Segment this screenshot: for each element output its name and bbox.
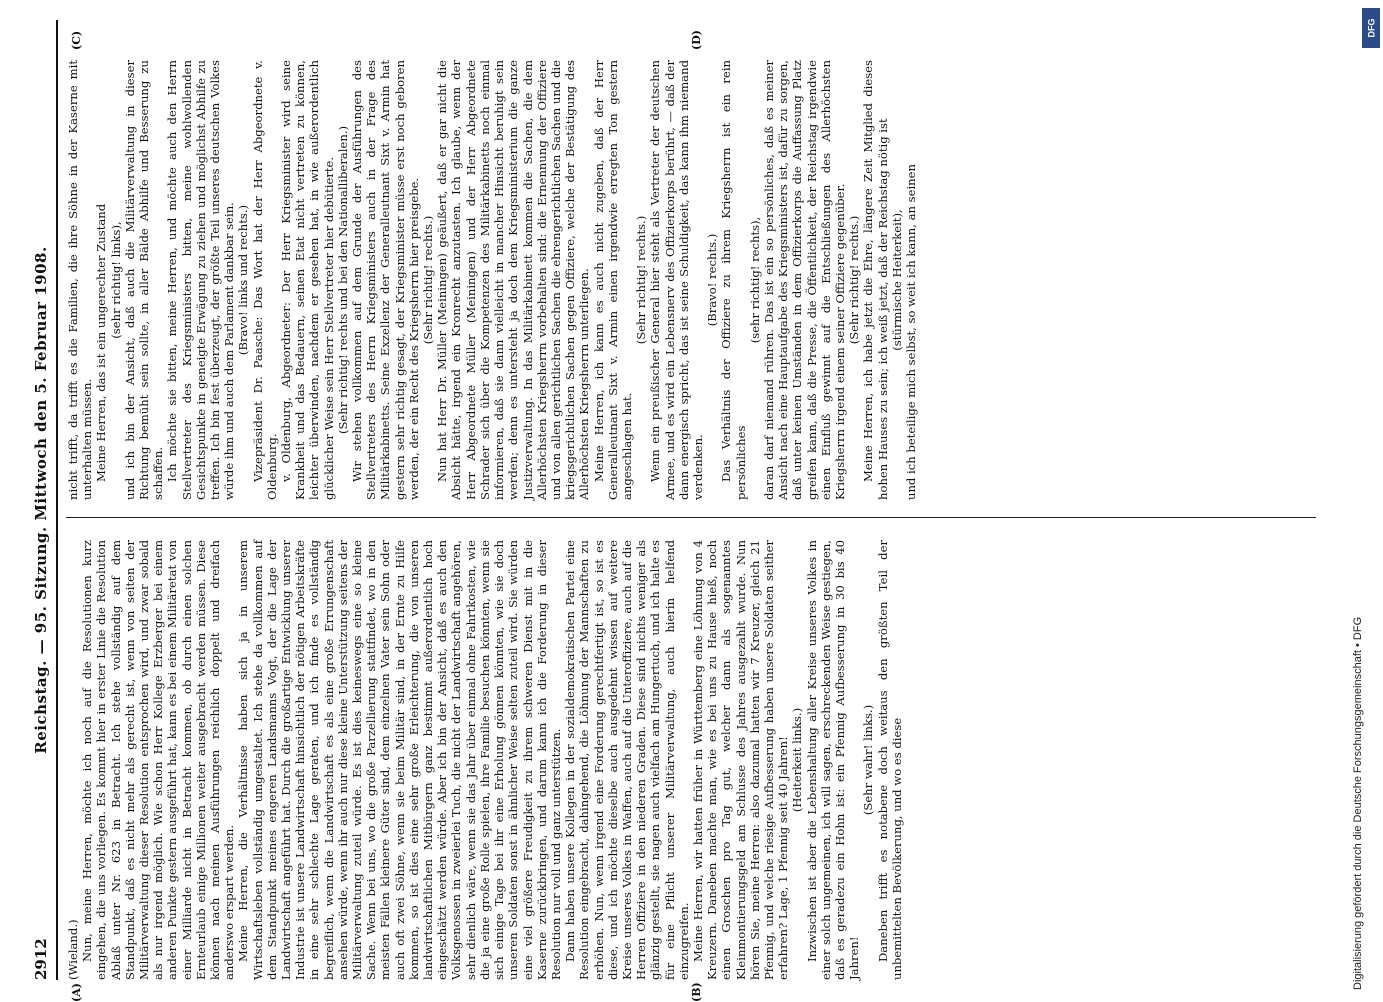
paragraph: Nun, meine Herren, möchte ich noch auf die Resolutionen kurz eingehen, die uns vorliegen. Es kommt hier in erster Linie die Resolution Ablaß unter Nr. 623 in Betracht. Ich stehe vollständig auf dem Standpunkt, daß es nicht mehr als gerecht ist, wenn von seiten der Militärverwaltung dieser Resolution entsprochen wird, und zwar sobald als nur irgend möglich. Wie schon Herr Kollege Erzberger bei einem anderen Punkte gestern ausgeführt hat, kann es bei einem Militäretat von einer Milliarde nicht in Betracht kommen, ob durch einen solchen Ernteurlaub einige Millionen weiter ausgebracht werden müssen. Diese können nach meinen Ausführungen reichlich doppelt und dreifach anderswo erspart werden. — [80, 540, 237, 980]
paragraph: Inzwischen ist aber die Lebenshaltung aller Kreise unseres Volkes in einer solch ungemeinen, ich will sagen, erschreckenden Weise gestiegen, daß es geradezu ein Hohn ist: ein Pfennig Aufbesserung in 30 bis 40 Jahren! — [804, 540, 862, 980]
paragraph: nicht trifft, da trifft es die Familien, die ihre Söhne in der Kaserne mit unterhalten müssen. — [66, 60, 95, 500]
paragraph: und ich beteilige mich selbst, so weit ich kann, an seinen — [903, 164, 918, 500]
paragraph: (Sehr richtig! rechts.) — [847, 215, 862, 345]
left-column — [66, 540, 904, 980]
paragraph: (Sehr richtig! rechts.) — [421, 215, 436, 345]
paragraph: Daneben trifft es notabene doch weitaus den größten Teil der unbemittelten Bevölkerung, und wo es diese — [875, 540, 904, 980]
paragraph: Ich möchte sie bitten, meine Herren, und möchte auch den Herrn Stellvertreter des Kriegsministers bitten, meine wohlwollenden Gesichtspunkte in geneigte Erwägung zu ziehen und möglichst Abhilfe zu treffen. Ich bin fest überzeugt, der größte Teil unseres deutschen Volkes würde ihm und auch dem Parlament dankbar sein. — [165, 60, 237, 500]
column-divider — [66, 517, 1316, 518]
page-header — [30, 20, 56, 980]
dfg-logo-text: DFG — [1366, 18, 1376, 38]
paragraph: (sehr richtig! links), — [108, 221, 123, 339]
paragraph: Meine Herren, wir hatten früher in Württemberg eine Löhnung von 4 Kreuzern. Daneben machte man, wie es bei uns zu Hause hieß, noch einen Groschen pro Tag gut, welcher dann als sogenanntes Kleinmontierungsgeld am Schlusse des Jahres ausgezahlt wurde. Nun hören Sie, meine Herren: also dazumal hatten wir 7 Kreuzer, gleich 21 Pfennig, und welche riesige Aufbesserung haben unsere Soldaten seither erfahren? Lage, 1 Pfennig seit 40 Jahren! — [690, 540, 791, 980]
paragraph: Wir stehen vollkommen auf dem Grunde der Ausführungen des Stellvertreters des Herrn Kriegsministers auch in der Frage des Militärkabinetts. Seine Exzellenz der Generalleutnant Sixt v. Armin hat gestern sehr richtig gesagt, der Kriegsminister müsse erst noch geboren werden, der ein Recht des Kriegsherrn hier preisgebe. — [350, 60, 421, 500]
margin-marker-c: (C) — [70, 30, 83, 50]
paragraph: daran darf niemand rühren. Das ist ein so persönliches, daß es meiner Ansicht nach eine Hauptaufgabe des Kriegsministers ist, dafür zu sorgen, daß unter keinen Umständen in dem Offizierkorps die Auffassung Platz greifen kann, daß die Presse, die Öffentlichkeit, der Reichstag irgendwie einen Einfluß gewinnt auf die Entschließungen des Allerhöchsten Kriegsherrn irgend einem seiner Offiziere gegenüber. — [761, 60, 847, 500]
paragraph: Meine Herren, ich kann es auch nicht zugeben, daß der Herr Generalleutnant Sixt v. Armin einen irgendwie erregten Ton gestern angeschlagen hat. — [591, 60, 634, 500]
paragraph: Meine Herren, ich habe jetzt die Ehre, längere Zeit Mitglied dieses hohen Hauses zu sein; ich weiß jetzt, daß der Reichstag nötig ist — [861, 60, 890, 500]
dfg-logo — [1362, 8, 1380, 48]
paragraph: Vizepräsident Dr. Paasche: Das Wort hat der Herr Abgeordnete v. Oldenburg. — [250, 60, 279, 500]
page-number: 2912 — [32, 938, 50, 980]
page-title: Reichstag. — 95. Sitzung. Mittwoch den 5. Februar 1908. — [32, 246, 50, 754]
paragraph: v. Oldenburg, Abgeordneter: Der Herr Kriegsminister wird seine Krankheit und das Bedauern, seinen Etat nicht vertreten zu können, leichter überwinden, nachdem er gesehen hat, in wie außerordentlich glücklicher Weise sein Herr Stellvertreter hier debütierte. — [279, 60, 336, 500]
paragraph: (Wieland.) — [66, 919, 80, 980]
header-rule — [56, 20, 58, 980]
paragraph: (Sehr wahr! links.) — [861, 704, 876, 816]
paragraph: (Bravo! rechts.) — [705, 233, 720, 327]
paragraph: (Sehr richtig! rechts und bei den Nationalliberalen.) — [335, 125, 350, 435]
paragraph: Nun hat Herr Dr. Müller (Meiningen) geäußert, daß er gar nicht die Absicht hätte, irgend ein Kronrecht anzutasten. Ich glaube, wenn der Herr Abgeordnete Müller (Meiningen) und der Herr Abgeordnete Schrader sich über die Kompetenzen des Militärkabinetts noch einmal informieren, daß sie dann vielleicht in mancher Hinsicht beruhigt sein werden; denn es untersteht ja doch dem Kriegsministerium die ganze Justizverwaltung. In das Militärkabinett kommen die Sachen, die dem Allerhöchsten Kriegsherrn vorbehalten sind: die Ernennung der Offiziere und von allen gerichtlichen Sachen die ehrengerichtlichen Sachen und die kriegsgerichtlichen Sachen gegen Offiziere, welche der Bestätigung des Allerhöchsten Kriegsherrn unterliegen. — [435, 60, 592, 500]
paragraph: Wenn ein preußischer General hier steht als Vertreter der deutschen Armee, und es wird ein Lebensnerv des Offizierkorps berührt, — daß der dann energisch spricht, das ist seine Schuldigkeit, das kann ihm niemand verdenken. — [648, 60, 705, 500]
paragraph: Dann haben unsere Kollegen in der sozialdemokratischen Partei eine Resolution eingebracht, dahingehend, die Löhnung der Mannschaften zu erhöhen. Nun, wenn irgend eine Forderung gerechtfertigt ist, so ist es diese, und ich möchte dieselbe auch ausgedehnt wissen auf weitere Kreise unseres Volkes in Waffen, auch auf die Unteroffiziere, auch auf die Herren Offiziere in den niederen Graden. Diese sind nichts weniger als glänzig gestellt, sie nagen auch vielfach am Hungertuch, und ich halte es für eine Pflicht unserer Militärverwaltung, auch hierin helfend einzugreifen. — [563, 540, 691, 980]
paragraph: (Heiterkeit links.) — [790, 707, 805, 813]
margin-marker-d: (D) — [690, 30, 703, 50]
paragraph: (stürmische Heiterkeit), — [889, 209, 904, 351]
paragraph: Das Verhältnis der Offiziere zu ihrem Kriegsherrn ist ein rein persönliches — [719, 60, 748, 500]
paragraph: (sehr richtig! rechts), — [747, 216, 762, 344]
margin-marker-b: (B) — [690, 982, 703, 1002]
paragraph: (Bravo! links und rechts.) — [236, 204, 251, 356]
margin-marker-a: (A) — [70, 983, 83, 1002]
paragraph: Meine Herren, die Verhältnisse haben sich ja in unserem Wirtschaftsleben vollständig umgestaltet. Ich stehe da vollkommen auf dem Standpunkt meines engeren Landsmanns Vogt, der die Lage der Landwirtschaft angeführt hat. Durch die großartige Entwicklung unserer Industrie ist unsere Landwirtschaft hinsichtlich der nötigen Arbeitskräfte in eine sehr schlechte Lage geraten, und ich finde es vollständig begreiflich, wenn die Landwirtschaft es als eine große Errungenschaft ansehen würde, wenn ihr auch nur diese kleine Unterstützung seitens der Militärverwaltung zuteil würde. Es ist dies keineswegs eine so kleine Sache. Wenn bei uns, wo die große Parzellierung stattfindet, wo in den meisten Fällen kleinere Güter sind, dem einzelnen Vater sein Sohn oder auch oft zwei Söhne, wenn sie beim Militär sind, in der Ernte zu Hilfe kommen, so ist dies eine sehr große Erleichterung, die von unseren landwirtschaftlichen Mitbürgern ganz bestimmt außerordentlich hoch eingeschätzt werden würde. Aber ich bin der Ansicht, daß es auch den Volksgenossen in zweierlei Tuch, die nicht der Landwirtschaft angehören, sehr dienlich wäre, wenn sie das Jahr über einmal ohne Fahrtkosten, wie die ja eine große Rolle spielen, ihre Familie besuchen könnten, wenn sie sich einige Tage bei ihr eine Erholung gönnen könnten, wie sie doch unseren Soldaten sonst in ähnlicher Weise selten zuteil wird. Sie würden eine viel größere Freudigkeit zu ihrem schweren Dienst mit in die Kaserne zurückbringen, und darum kann ich die Forderung in dieser Resolution nur voll und ganz unterstützen. — [236, 540, 563, 980]
right-column — [66, 60, 918, 500]
rotated-page — [30, 20, 1360, 1002]
paragraph: und ich bin der Ansicht, daß auch die Militärverwaltung in dieser Richtung bemüht sein sollte, in aller Bälde Abhilfe und Besserung zu schaffen. — [122, 60, 166, 500]
paragraph: Meine Herren, das ist ein ungerechter Zustand — [94, 203, 109, 482]
paragraph: (Sehr richtig! rechts.) — [634, 215, 649, 345]
digitization-credit: Digitalisierung gefördert durch die Deutsche Forschungsgemeinschaft • DFG — [1352, 616, 1364, 990]
